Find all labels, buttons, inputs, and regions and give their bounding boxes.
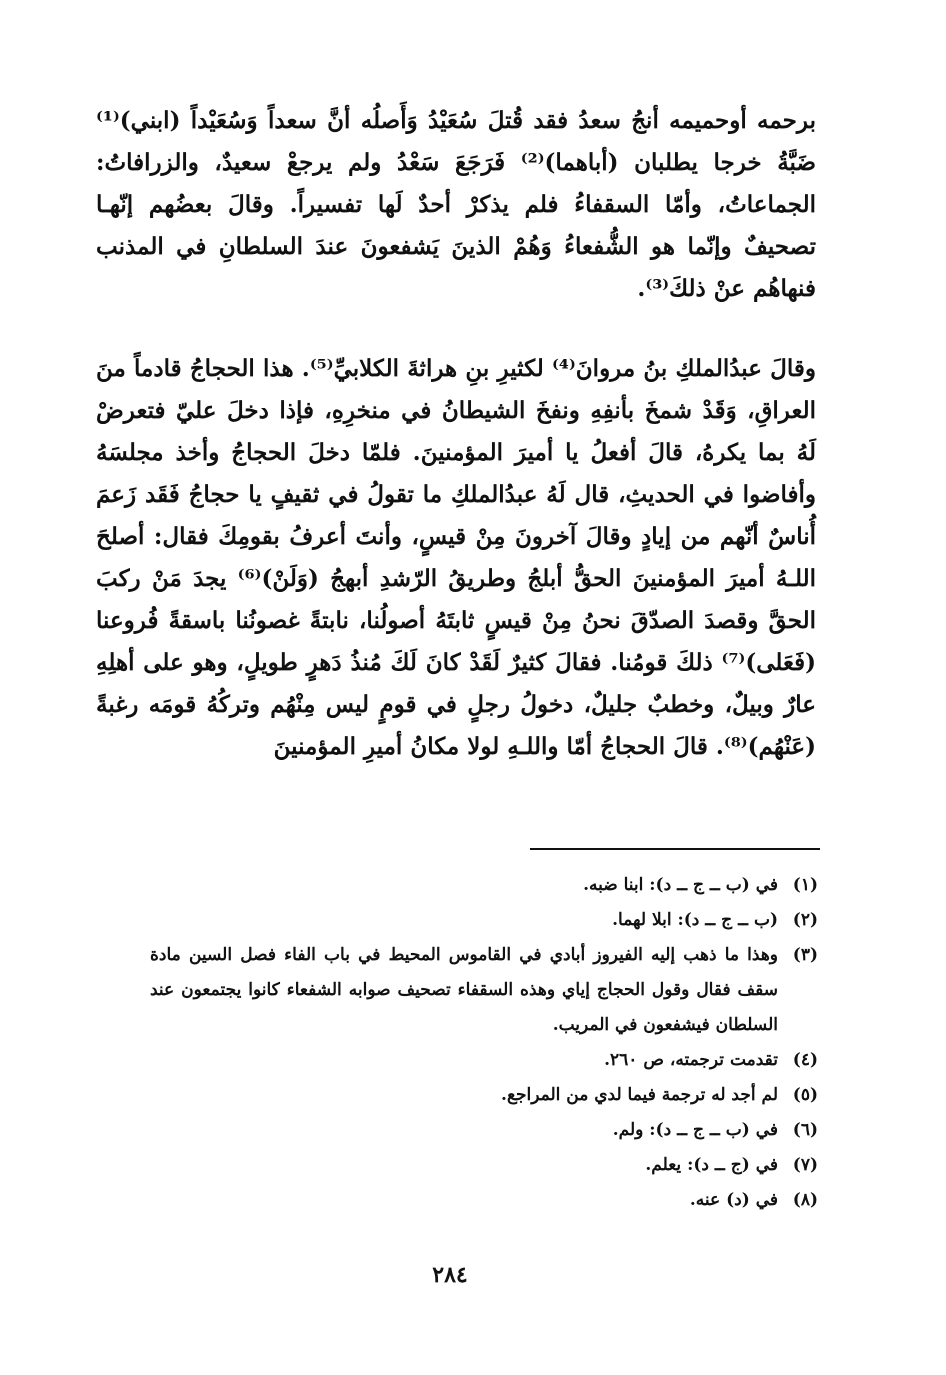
footnote-number: (٤) (792, 1050, 818, 1070)
footnote-text: في (ب ــ ج ــ د): ابنا ضبه. (583, 875, 778, 895)
paragraph-text: برحمه أوحميمه أنجُ سعدُ فقد قُتلَ سُعَيْدُ وَأَصلُه أنَّ سعداً وَسُعَيْداً (ابني)⁽¹⁾ ضَبَّةُ خرجا يطلبان (أباهما)⁽²⁾ فَرَجَعَ سَعْدُ ولم يرجعْ سعيدٌ، والزرافاتُ: الجماعاتُ، وأمّا السقفاءُ فلم يذكرْ أحدٌ لَها تفسيراً. وقالَ بعضُهم إنّهـا تصحيفٌ وإنّما هو الشُّفعاءُ وَهُمْ الذينَ يَشفعونَ عندَ السلطانِ في المذنب فنهاهُم عنْ ذلكَ⁽³⁾. (96, 107, 816, 302)
paragraph-text: وقالَ عبدُالملكِ بنُ مروانَ⁽⁴⁾ لكثيرِ بنِ هراثةَ الكلابيِّ⁽⁵⁾. هذا الحجاجُ قادماً منَ العراقِ، وَقَدْ شمخَ بأنفِهِ ونفخَ الشيطانُ في منخرِهِ، فإذا دخلَ عليّ فتعرضْ لَهُ بما يكرهُ، قالَ أفعلُ يا أميرَ المؤمنينَ. فلمّا دخلَ الحجاجُ وأخذ مجلسَهُ وأفاضوا في الحديثِ، قال لَهُ عبدُالملكِ ما تقولُ في ثقيفٍ يا حجاجُ فَقَد زَعمَ أُناسٌ أنّهم من إيادٍ وقالَ آخرونَ مِنْ قيسٍ، وأنتَ أعرفُ بقومِكَ فقال: أصلحَ اللـهُ أميرَ المؤمنينَ الحقُّ أبلجُ وطريقُ الرّشدِ أبهجُ (وَلَنْ)⁽⁶⁾ يجدَ مَنْ ركبَ الحقَّ وقصدَ الصدّقَ نحنُ مِنْ قيسٍ ثابتَهُ أصولُنا، نابتةً غصونُنا باسقةً فُروعنا (فَعَلى)⁽⁷⁾ ذلكَ قومُنا. فقالَ كثيرٌ لَقَدْ كانَ لَكَ مُنذُ دَهرٍ طويلٍ، وهو على أهلِهِ عارٌ وبيلٌ، وخطبٌ جليلٌ، دخولُ رجلٍ في قومٍ ليس مِنْهُم وتركُهُ قومَه رغبةً (عَنْهُم)⁽⁸⁾. قالَ الحجاجُ أمّا واللـهِ لولا مكانُ أميرِ المؤمنينَ (96, 355, 816, 760)
footnote-item (150, 1183, 818, 1218)
footnote-item (150, 938, 818, 1043)
footnote-text: تقدمت ترجمته، ص ٢٦٠. (604, 1050, 778, 1070)
page-number: ٢٨٤ (432, 1262, 468, 1288)
footnotes-section (150, 868, 818, 1218)
footnote-item (150, 1148, 818, 1183)
footnote-number: (١) (792, 875, 818, 895)
footnote-number: (٢) (792, 910, 818, 930)
footnote-text: لم أجد له ترجمة فيما لدي من المراجع. (501, 1085, 778, 1105)
footnote-text: وهذا ما ذهب إليه الفيروز أبادي في القاموس المحيط في باب الفاء فصل السين مادة سقف فقال وقول الحجاج إياي وهذه السقفاء تصحيف صوابه الشفعاء كانوا يجتمعون عند السلطان فيشفعون في المريب. (150, 945, 778, 1035)
footnote-number: (٣) (792, 945, 818, 965)
footnote-text: في (د) عنه. (689, 1190, 778, 1210)
main-paragraph-1 (96, 100, 816, 310)
footnote-text: في (ج ــ د): يعلم. (645, 1155, 778, 1175)
footnote-number: (٨) (792, 1190, 818, 1210)
footnote-item (150, 903, 818, 938)
footnote-item (150, 1043, 818, 1078)
footnote-item (150, 1113, 818, 1148)
footnote-text: (ب ــ ج ــ د): ابلا لهما. (612, 910, 778, 930)
footnote-number: (٦) (792, 1120, 818, 1140)
footnote-text: في (ب ــ ج ــ د): ولم. (612, 1120, 778, 1140)
footnote-number: (٧) (792, 1155, 818, 1175)
footnote-divider (530, 848, 820, 850)
footnote-item (150, 1078, 818, 1113)
main-paragraph-2 (96, 348, 816, 768)
footnote-number: (٥) (792, 1085, 818, 1105)
footnote-item (150, 868, 818, 903)
